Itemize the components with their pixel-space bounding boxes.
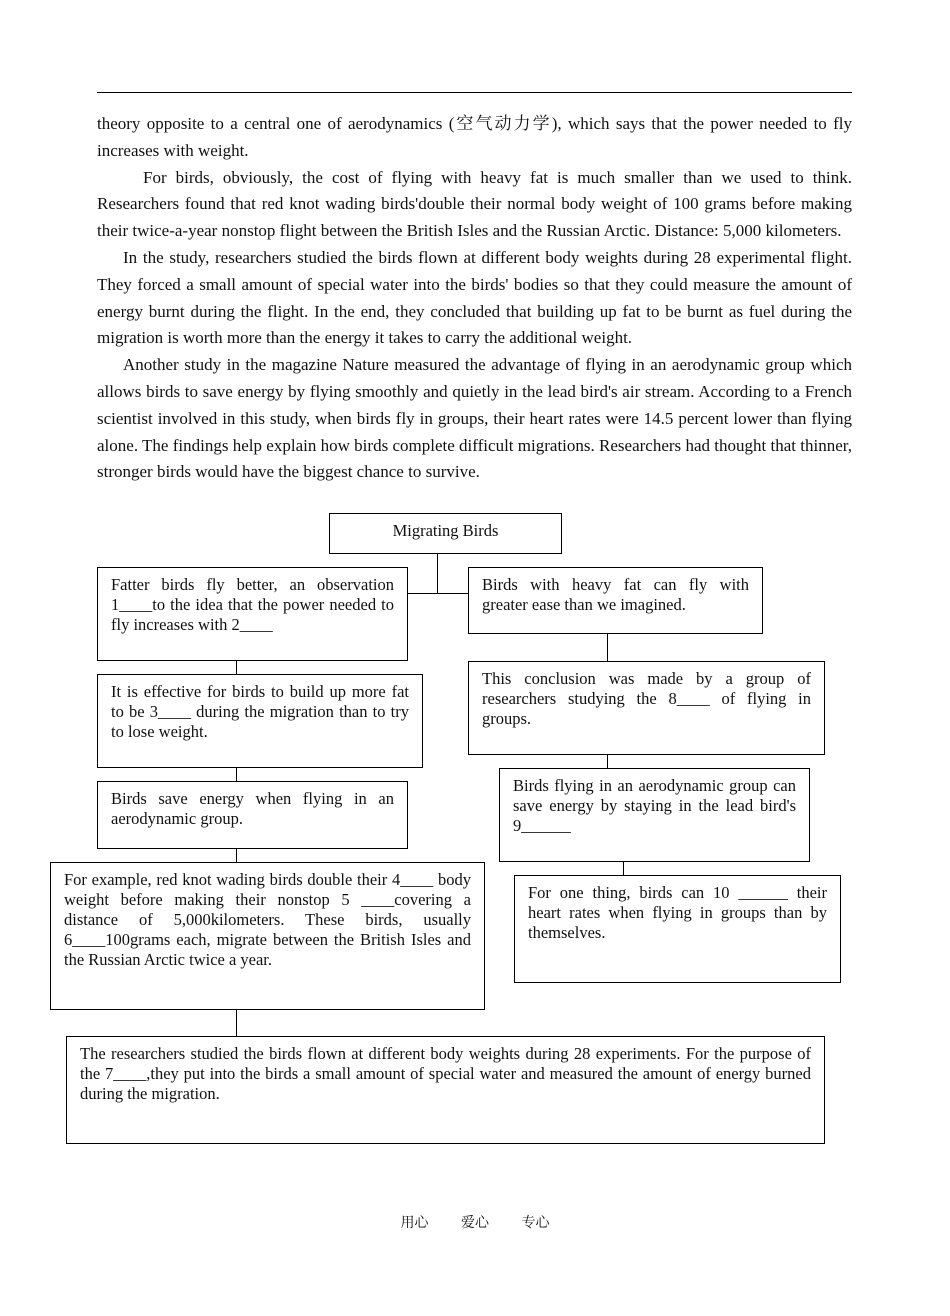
- left-box-1: Fatter birds fly better, an observation 1____to the idea that the power needed to fly increases with 2____: [97, 567, 408, 661]
- connector-title-down: [437, 553, 438, 594]
- paragraph-2: For birds, obviously, the cost of flying with heavy fat is much smaller than we used to think. Researchers found that red knot wading birds'double their normal body weight of 100 grams before making their twice-a-year nonstop flight between the British Isles and the Russian Arctic. Distance: 5,000 kilometers.: [97, 167, 852, 241]
- footer-text-1: 用心: [400, 1215, 429, 1231]
- paragraph-4: Another study in the magazine Nature measured the advantage of flying in an aerodynamic group which allows birds to save energy by flying smoothly and quietly in the lead bird's air stream. According to a French scientist involved in this study, when birds fly in groups, their heart rates were 14.5 percent lower than flying alone. The findings help explain how birds complete difficult migrations. Researchers had thought that thinner, stronger birds would have the biggest chance to survive.: [97, 355, 852, 482]
- reading-passage: [97, 111, 852, 486]
- left-box-3: Birds save energy when flying in an aerodynamic group.: [97, 781, 408, 849]
- connector-right-2: [607, 754, 608, 768]
- page-footer: [0, 1212, 950, 1232]
- paragraph-1: theory opposite to a central one of aerodynamics (空气动力学), which says that the power needed to fly increases with weight.: [97, 114, 852, 160]
- connector-right-1: [607, 633, 608, 661]
- connector-left-1: [236, 660, 237, 674]
- diagram-title-box: Migrating Birds: [329, 513, 562, 554]
- right-box-3: Birds flying in an aerodynamic group can save energy by staying in the lead bird's 9______: [499, 768, 810, 862]
- header-rule: [97, 92, 852, 93]
- connector-left-2: [236, 767, 237, 781]
- right-box-1: Birds with heavy fat can fly with greater ease than we imagined.: [468, 567, 763, 634]
- connector-left-3: [236, 848, 237, 862]
- connector-right-3: [623, 861, 624, 875]
- connector-left-4: [236, 1009, 237, 1036]
- left-box-4: For example, red knot wading birds double their 4____ body weight before making their nonstop 5 ____covering a distance of 5,000kilometers. These birds, usually 6____100grams each, migrate between the British Isles and the Russian Arctic twice a year.: [50, 862, 485, 1010]
- paragraph-3: In the study, researchers studied the birds flown at different body weights during 28 experimental flight. They forced a small amount of special water into the birds' bodies so that they could measure the amount of energy burnt during the flight. In the end, they concluded that building up fat to be burnt as fuel during the migration is worth more than the energy it takes to carry the additional weight.: [97, 247, 852, 348]
- left-box-2: It is effective for birds to build up more fat to be 3____ during the migration than to try to lose weight.: [97, 674, 423, 768]
- right-box-2: This conclusion was made by a group of researchers studying the 8____ of flying in groups.: [468, 661, 825, 755]
- bottom-box: The researchers studied the birds flown at different body weights during 28 experiments. For the purpose of the 7____,they put into the birds a small amount of special water and measured the amount of energy burned during the migration.: [66, 1036, 825, 1144]
- right-box-4: For one thing, birds can 10 ______ their heart rates when flying in groups than by themselves.: [514, 875, 841, 983]
- footer-text-3: 专心: [521, 1215, 550, 1231]
- footer-text-2: 爱心: [461, 1215, 489, 1231]
- connector-title-horizontal: [407, 593, 469, 594]
